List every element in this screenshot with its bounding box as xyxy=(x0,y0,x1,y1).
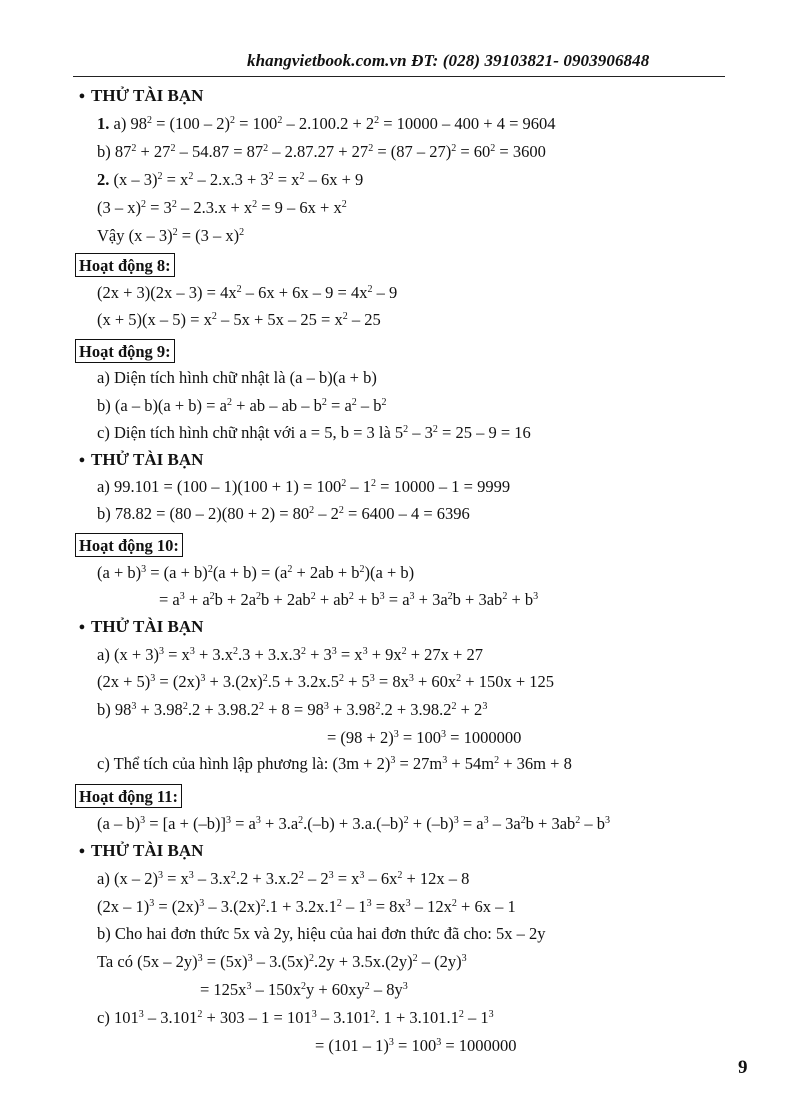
heading-text: THỬ TÀI BẠN xyxy=(91,86,204,105)
solution-line: = $(101 - 1)^3 = 100^3 = 1000000$ xyxy=(315,1036,517,1055)
activity-heading-box: Hoạt động 11: xyxy=(75,784,182,808)
solution-line: $(2x + 5)^3 = (2x)^3 + 3.(2x)^2.5 + 3.2x.5^2 + 5^3 = 8x^3 + 60x^2 + 150x + 125$ xyxy=(97,672,555,691)
bullet-icon: ● xyxy=(78,621,86,633)
activity-heading-box: Hoạt động 8: xyxy=(75,253,175,277)
solution-line: a) Diện tích hình chữ nhật là (a – b)(a + b) xyxy=(97,368,377,387)
solution-line: Ta có $(5x - 2y)^3 = (5x)^3 - 3.(5x)^2.2y + 3.5x.(2y)^2 - (2y)^3$ xyxy=(97,952,467,971)
solution-line: = $(98 + 2)^3 = 100^3 = 1000000$ xyxy=(327,728,522,747)
solution-line: = $a^3 + a^2b + 2a^2b + 2ab^2 + ab^2 + b^3 = a^3 + 3a^2b + 3ab^2 + b^3$ xyxy=(159,590,539,609)
solution-line: $(2x + 3)(2x - 3) = 4x^2 - 6x + 6x - 9 = 4x^2 - 9$ xyxy=(97,283,398,302)
heading-text: THỬ TÀI BẠN xyxy=(91,841,204,860)
activity-heading-box: Hoạt động 9: xyxy=(75,339,175,363)
page-header-contact: khangvietbook.com.vn ĐT: (028) 39103821- 0903906848 xyxy=(247,51,650,70)
bullet-icon: ● xyxy=(78,845,86,857)
activity-heading-box: Hoạt động 10: xyxy=(75,533,183,557)
solution-line: a) $(x + 3)^3 = x^3 + 3.x^2.3 + 3.x.3^2 + 3^3 = x^3 + 9x^2 + 27x + 27$ xyxy=(97,645,483,664)
solution-line: b) $87^2 + 27^2 - 54.87 = 87^2 - 2.87.27 + 27^2 = (87 - 27)^2 = 60^2 = 3600$ xyxy=(97,142,546,161)
section-heading-thu-tai-ban xyxy=(76,86,203,106)
solution-line: $(2x - 1)^3 = (2x)^3 - 3.(2x)^2.1 + 3.2x.1^2 - 1^3 = 8x^3 - 12x^2 + 6x - 1$ xyxy=(97,897,516,916)
section-heading-thu-tai-ban xyxy=(76,617,203,637)
solution-line: c) Diện tích hình chữ nhật với a = 5, b = 3 là $5^2 - 3^2 = 25 - 9 = 16$ xyxy=(97,423,531,442)
solution-line: c) Thể tích của hình lập phương là: $(3m + 2)^3 = 27m^3 + 54m^2 + 36m + 8$ xyxy=(97,754,572,773)
solution-line: $(a + b)^3 = (a + b)^2(a + b) = (a^2 + 2ab + b^2)(a + b)$ xyxy=(97,563,415,582)
header-divider xyxy=(73,76,725,77)
solution-line: = $125x^3 - 150x^2y + 60xy^2 - 8y^3$ xyxy=(200,980,408,999)
solution-line: $(x + 5)(x - 5) = x^2 - 5x + 5x - 25 = x^2 - 25$ xyxy=(97,310,381,329)
page-number: 9 xyxy=(738,1057,748,1078)
section-heading-thu-tai-ban xyxy=(76,450,203,470)
solution-line: a) $99.101 = (100 - 1)(100 + 1) = 100^2 - 1^2 = 10000 - 1 = 9999$ xyxy=(97,477,511,496)
bullet-icon: ● xyxy=(78,454,86,466)
solution-line: Vậy (x – 3)$^2$ = (3 – x)$^2$ xyxy=(97,226,245,245)
bullet-icon: ● xyxy=(78,90,86,102)
solution-line: b) $98^3 + 3.98^2.2 + 3.98.2^2 + 8 = 98^3 + 3.98^2.2 + 3.98.2^2 + 2^3$ xyxy=(97,700,488,719)
solution-line: 2. $(x - 3)^2 = x^2 - 2.x.3 + 3^2 = x^2 - 6x + 9$ xyxy=(97,170,364,189)
solution-line: b) $78.82 = (80 - 2)(80 + 2) = 80^2 - 2^2 = 6400 - 4 = 6396$ xyxy=(97,504,470,523)
solution-line: 1. a) $98^2 = (100 - 2)^2 = 100^2 - 2.100.2 + 2^2 = 10000 - 400 + 4 = 9604$ xyxy=(97,114,556,133)
solution-line: b) $(a - b)(a + b) = a^2$ + ab – ab – $b^2 = a^2 - b^2$ xyxy=(97,396,387,415)
solution-line: $(3 - x)^2 = 3^2 - 2.3.x + x^2 = 9 - 6x + x^2$ xyxy=(97,198,347,217)
solution-line: a) $(x - 2)^3 = x^3 - 3.x^2.2 + 3.x.2^2 - 2^3 = x^3 - 6x^2 + 12x - 8$ xyxy=(97,869,470,888)
heading-text: THỬ TÀI BẠN xyxy=(91,617,204,636)
solution-line: b) Cho hai đơn thức 5x và 2y, hiệu của hai đơn thức đã cho: 5x – 2y xyxy=(97,924,546,943)
solution-line: $(a - b)^3 = [a + (-b)]^3 = a^3 + 3.a^2.(-b) + 3.a.(-b)^2 + (-b)^3 = a^3 - 3a^2b + 3ab^2 - b^3$ xyxy=(97,814,611,833)
heading-text: THỬ TÀI BẠN xyxy=(91,450,204,469)
section-heading-thu-tai-ban xyxy=(76,841,203,861)
solution-line: c) $101^3 - 3.101^2 + 303 - 1 = 101^3 - 3.101^2$. $1 + 3.101.1^2 - 1^3$ xyxy=(97,1008,494,1027)
